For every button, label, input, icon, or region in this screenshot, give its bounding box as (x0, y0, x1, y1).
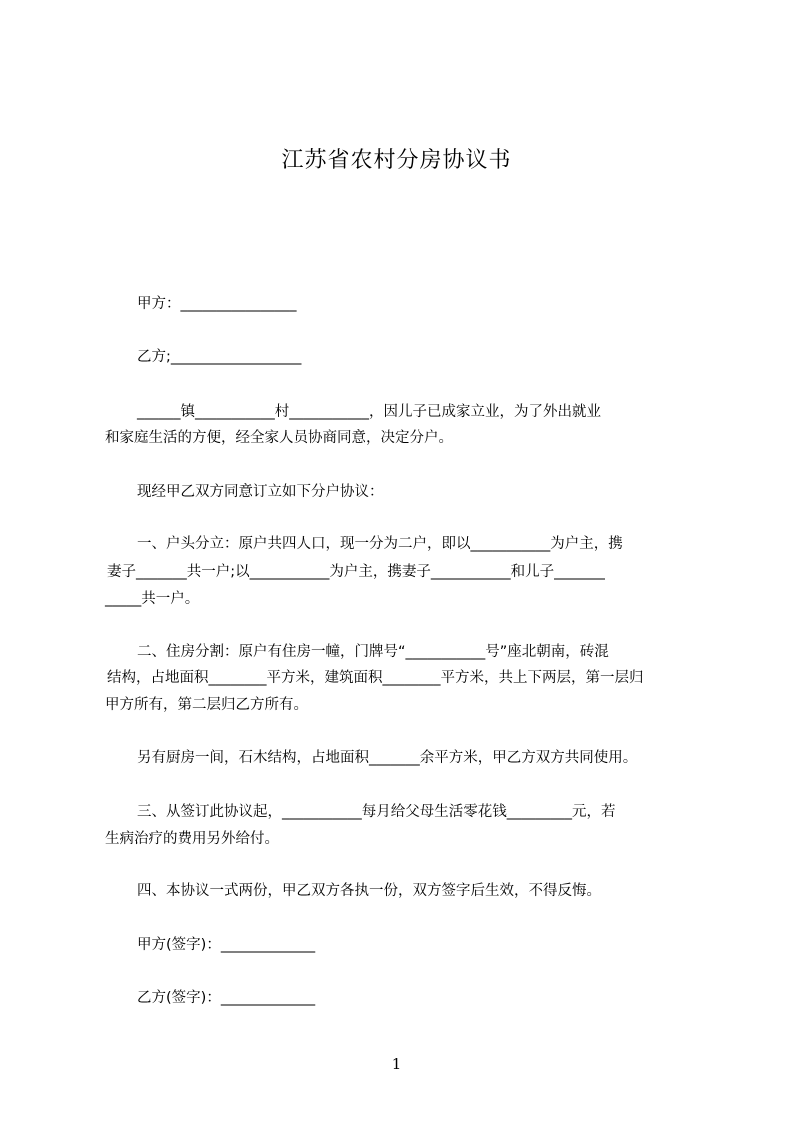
agreement-intro: 现经甲乙双方同意订立如下分户协议： (137, 484, 384, 500)
signature-party-a: 甲方(签字)：_____________ (137, 937, 316, 953)
clause1-line-3: _____共一户。 (105, 591, 200, 607)
document-title: 江苏省农村分房协议书 (281, 148, 512, 173)
party-a-line: 甲方：________________ (137, 296, 297, 312)
intro-line-2: 和家庭生活的方便，经全家人员协商同意，决定分户。 (105, 430, 453, 446)
clause4-line: 四、本协议一式两份，甲乙双方各执一份，双方签字后生效，不得反悔。 (137, 883, 601, 899)
clause1-line-1: 一、户头分立：原户共四人口，现一分为二户，即以___________为户主，携 (137, 536, 623, 552)
kitchen-line: 另有厨房一间，石木结构，占地面积_______余平方米，甲乙方双方共同使用。 (137, 750, 638, 766)
page-number: 1 (391, 1055, 402, 1073)
clause1-line-2: 妻子_______共一户;以___________为户主，携妻子___________和儿子_______ (107, 564, 605, 580)
party-b-line: 乙方;__________________ (137, 349, 302, 365)
clause2-line-1: 二、住房分割：原户有住房一幢，门牌号“___________号”座北朝南，砖混 (137, 644, 609, 660)
signature-party-b: 乙方(签字)：_____________ (137, 990, 316, 1006)
clause2-line-3: 甲方所有，第二层归乙方所有。 (105, 697, 308, 713)
intro-line-1: ______镇___________村___________，因儿子已成家立业，为了外出就业 (137, 404, 601, 420)
clause3-line-2: 生病治疗的费用另外给付。 (105, 831, 279, 847)
clause2-line-2: 结构，占地面积________平方米，建筑面积________平方米，共上下两层，第一层归 (107, 670, 644, 686)
clause3-line-1: 三、从签订此协议起，___________每月给父母生活零花钱_________元，若 (137, 804, 616, 820)
